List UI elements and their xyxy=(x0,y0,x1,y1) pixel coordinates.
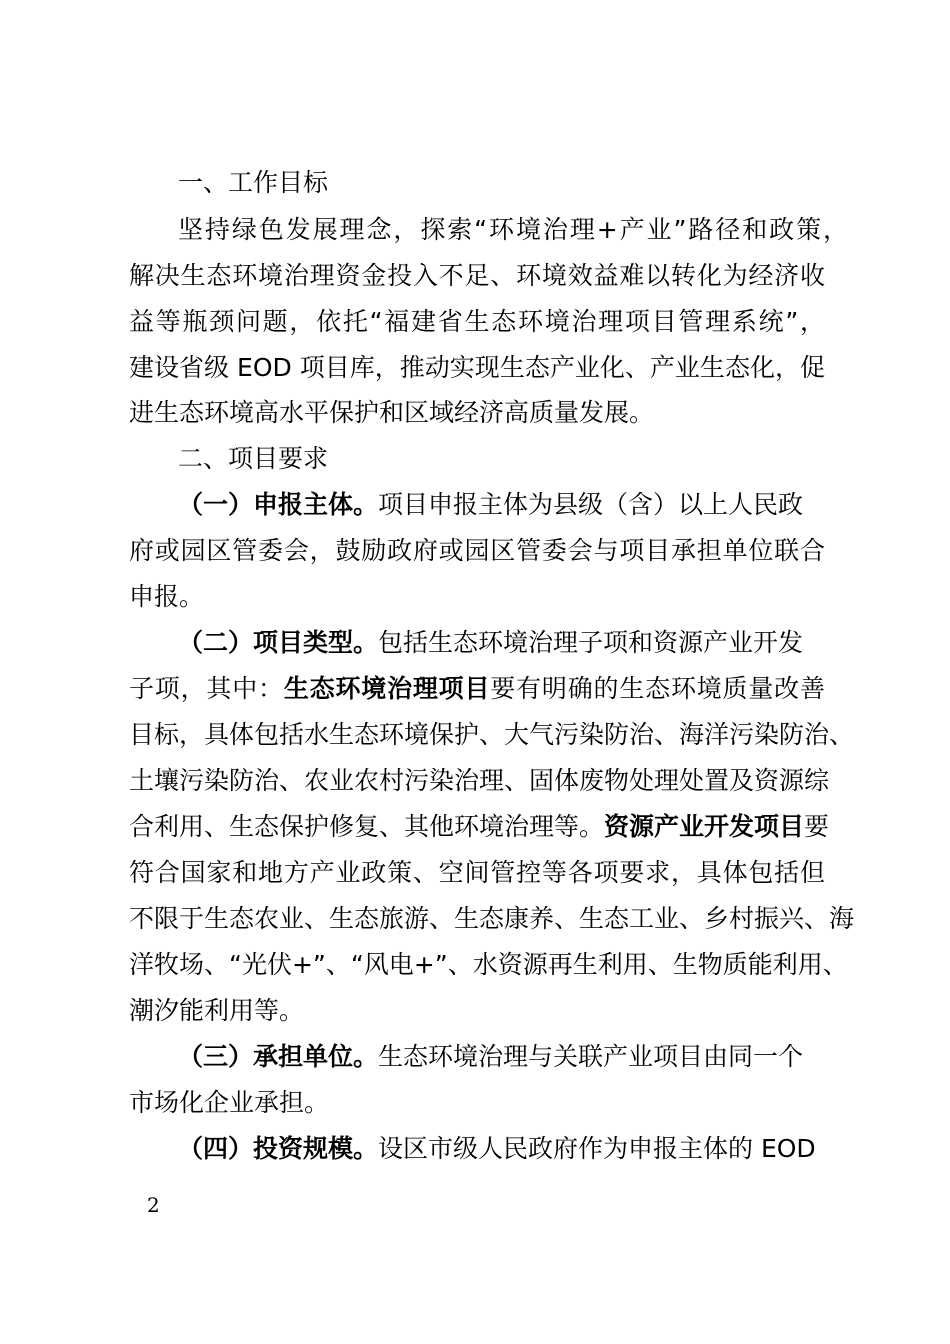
item2-line-2-post: 要有明确的生态环境质量改善 xyxy=(490,674,825,703)
page-number: 2 xyxy=(147,1193,160,1217)
item3-label: （三）承担单位。 xyxy=(178,1042,379,1071)
item1-line-1 xyxy=(178,490,803,520)
section1-line-1: 坚持绿色发展理念，探索“环境治理+产业”路径和政策， xyxy=(178,215,848,244)
item2-line-2-pre: 子项，其中： xyxy=(129,674,284,703)
section1-line-3: 益等瓶颈问题，依托“福建省生态环境治理项目管理系统”， xyxy=(129,307,825,336)
item1-line-3: 申报。 xyxy=(129,582,205,611)
item2-bold-term-1: 生态环境治理项目 xyxy=(283,674,491,703)
item2-label: （二）项目类型。 xyxy=(178,628,379,657)
item2-line-1 xyxy=(178,628,803,658)
section2-heading: 二、项目要求 xyxy=(178,444,329,473)
item2-line-5-pre: 合利用、生态保护修复、其他环境治理等。 xyxy=(129,812,605,841)
item1-label: （一）申报主体。 xyxy=(178,490,379,519)
item2-line-3: 目标，具体包括水生态环境保护、大气污染防治、海洋污染防治、 xyxy=(129,720,855,749)
section1-heading: 一、工作目标 xyxy=(178,168,329,197)
item3-line-2: 市场化企业承担。 xyxy=(129,1088,330,1117)
item2-line-6: 符合国家和地方产业政策、空间管控等各项要求，具体包括但 xyxy=(129,858,825,887)
item4-label: （四）投资规模。 xyxy=(178,1134,379,1163)
section1-line-2: 解决生态环境治理资金投入不足、环境效益难以转化为经济收 xyxy=(129,261,825,290)
item2-line-2 xyxy=(129,674,825,704)
item1-line-2: 府或园区管委会，鼓励政府或园区管委会与项目承担单位联合 xyxy=(129,536,825,565)
item2-bold-term-2: 资源产业开发项目 xyxy=(604,812,805,841)
item2-line-7: 不限于生态农业、生态旅游、生态康养、生态工业、乡村振兴、海 xyxy=(129,904,855,933)
item2-line-1-text: 包括生态环境治理子项和资源产业开发 xyxy=(378,628,804,657)
section1-line-5: 进生态环境高水平保护和区域经济高质量发展。 xyxy=(129,398,655,427)
item1-line-1-text: 项目申报主体为县级（含）以上人民政 xyxy=(378,490,804,519)
item4-line-1 xyxy=(178,1134,816,1164)
item2-line-5 xyxy=(129,812,830,842)
section1-line-4: 建设省级 EOD 项目库，推动实现生态产业化、产业生态化，促 xyxy=(129,353,825,382)
item3-line-1-text: 生态环境治理与关联产业项目由同一个 xyxy=(378,1042,804,1071)
item2-line-5-post: 要 xyxy=(804,812,830,841)
item4-line-1-text: 设区市级人民政府作为申报主体的 EOD xyxy=(378,1134,816,1163)
item2-line-8: 洋牧场、“光伏+”、“风电+”、水资源再生利用、生物质能利用、 xyxy=(129,950,848,979)
item2-line-9: 潮汐能利用等。 xyxy=(129,996,305,1025)
item2-line-4: 土壤污染防治、农业农村污染治理、固体废物处理处置及资源综 xyxy=(129,766,830,795)
item3-line-1 xyxy=(178,1042,803,1072)
